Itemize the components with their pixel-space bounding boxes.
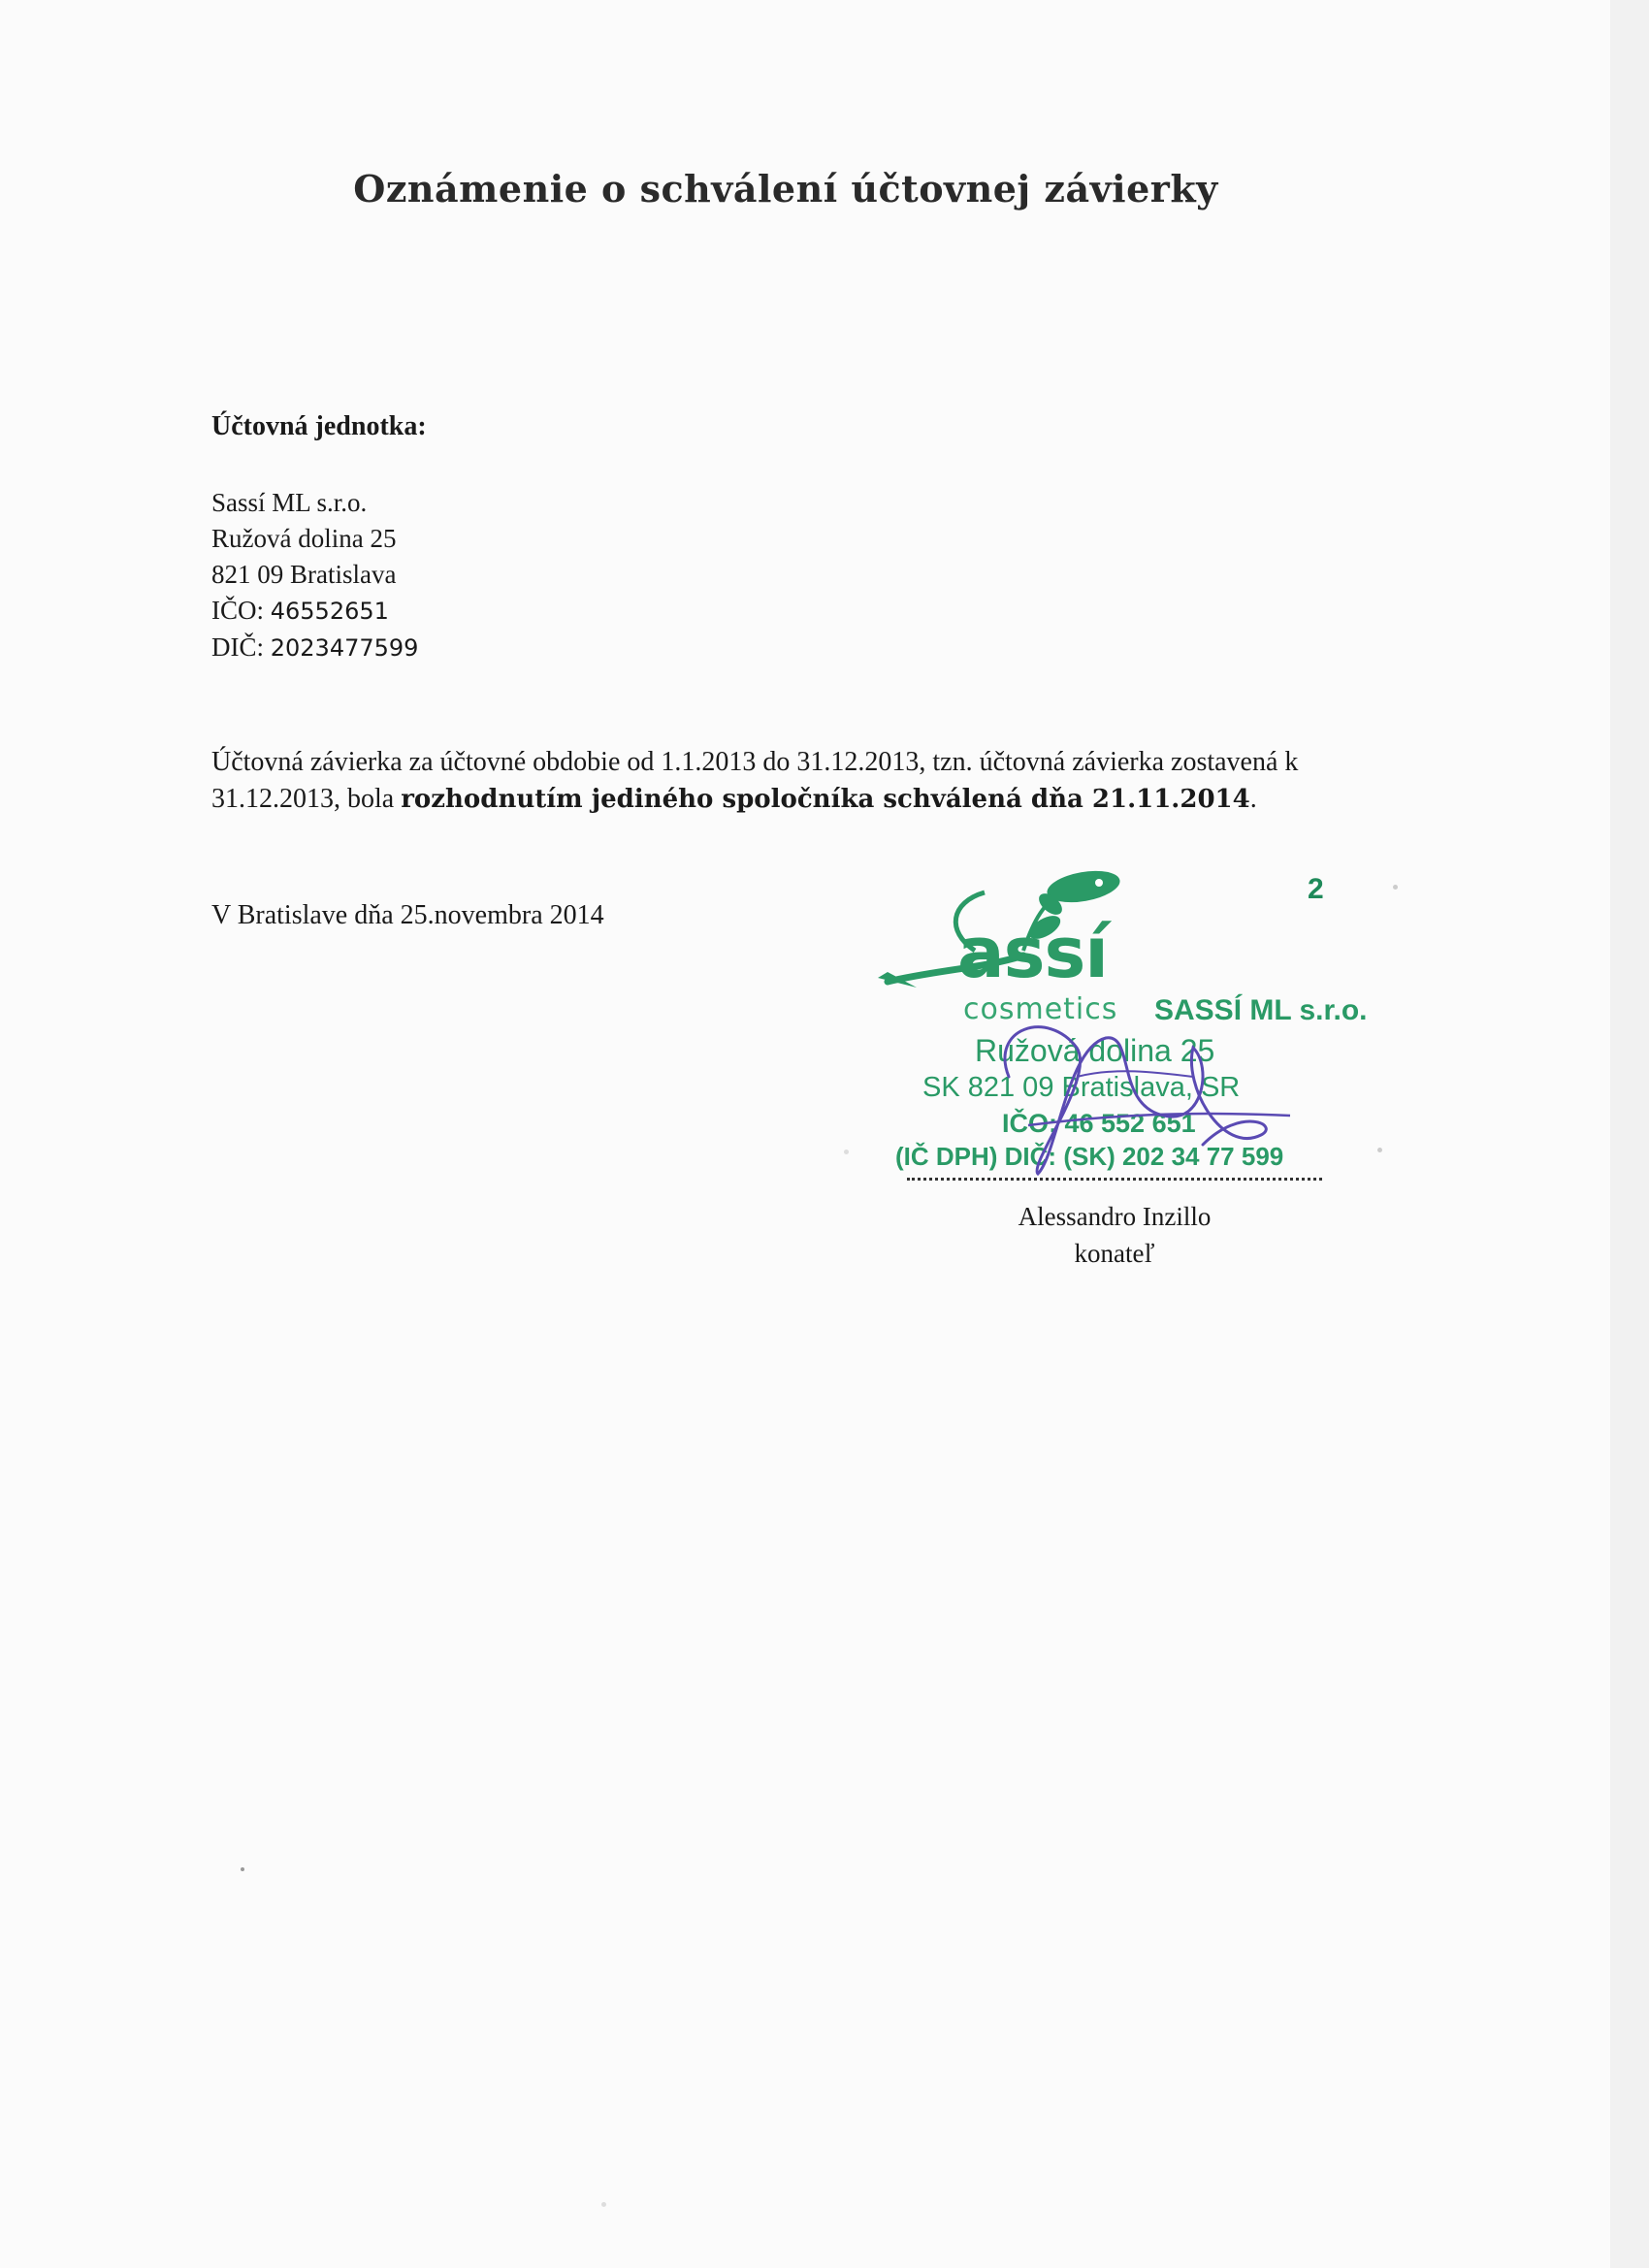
statement-end: .	[1249, 784, 1257, 814]
statement-emphasis: rozhodnutím jediného spoločníka schválená dňa 21.11.2014	[401, 785, 1250, 814]
document-title: Oznámenie o schválení účtovnej závierky	[353, 167, 1218, 211]
entity-label: Účtovná jednotka:	[211, 411, 427, 441]
signer-block	[907, 1198, 1322, 1272]
signature-line	[907, 1178, 1322, 1181]
signer-role: konateľ	[1074, 1239, 1155, 1268]
entity-address-block	[211, 485, 418, 666]
page-edge-shadow	[1610, 0, 1649, 2268]
scan-speck	[241, 1867, 244, 1871]
stamp-dic: (IČ DPH) DIČ: (SK) 202 34 77 599	[895, 1142, 1284, 1171]
entity-dic-line	[211, 630, 418, 666]
entity-ico-line	[211, 593, 418, 630]
stamp-city: SK 821 09 Bratislava, SR	[922, 1072, 1241, 1103]
scan-speck	[601, 2202, 606, 2207]
ico-value: 46552651	[270, 598, 389, 625]
stamp-brand: assí	[957, 912, 1108, 993]
dic-value: 2023477599	[270, 634, 419, 662]
stamp-company: SASSÍ ML s.r.o.	[1154, 994, 1368, 1026]
dic-label: DIČ:	[211, 632, 264, 662]
scan-speck	[844, 1150, 849, 1154]
place-and-date: V Bratislave dňa 25.novembra 2014	[211, 900, 604, 930]
entity-name: Sassí ML s.r.o.	[211, 488, 368, 517]
stamp-ico: IČO: 46 552 651	[1002, 1109, 1196, 1138]
signer-name: Alessandro Inzillo	[1018, 1202, 1212, 1231]
sassi-leaf-logo-icon	[878, 863, 1343, 1009]
approval-statement	[211, 744, 1356, 818]
page-number: 2	[1308, 873, 1324, 905]
stamp-street: Ružová dolina 25	[975, 1033, 1215, 1068]
entity-city: 821 09 Bratislava	[211, 560, 397, 589]
entity-street: Ružová dolina 25	[211, 524, 397, 553]
scan-speck	[1393, 885, 1398, 890]
handwritten-signature	[970, 1009, 1300, 1183]
statement-text: Účtovná závierka za účtovné obdobie od 1.1.2013 do 31.12.2013, tzn. účtovná závierka zostavená k 31.12.2013, bola	[211, 747, 1299, 814]
stamp-subbrand: cosmetics	[963, 992, 1118, 1026]
ico-label: IČO:	[211, 596, 264, 625]
scan-speck	[1377, 1148, 1382, 1152]
